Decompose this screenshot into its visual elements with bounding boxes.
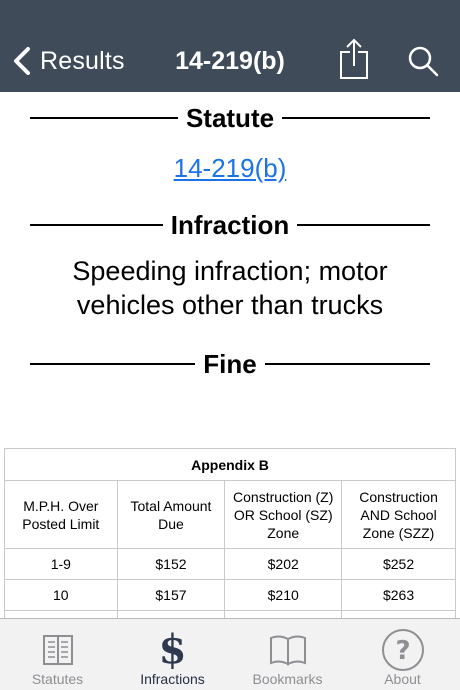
statute-detail (0, 92, 460, 618)
statutes-book-icon (35, 627, 81, 673)
tab-statutes[interactable] (0, 619, 115, 690)
column-header: Construction AND School Zone (SZZ) (342, 481, 456, 549)
table-caption: Appendix B (5, 449, 456, 481)
statute-heading-label: Statute (185, 103, 275, 133)
tab-label: Bookmarks (252, 671, 323, 687)
table-cell: $152 (117, 549, 225, 580)
divider (30, 363, 195, 365)
dollar-icon: $ (158, 626, 187, 673)
tab-label: Statutes (31, 671, 84, 687)
table-row (5, 549, 456, 580)
divider (30, 117, 178, 119)
table-cell (117, 611, 225, 619)
table-cell: 1-9 (5, 549, 118, 580)
tab-bar (0, 618, 460, 690)
navigation-bar (0, 0, 460, 92)
column-header: Total Amount Due (117, 481, 225, 549)
table-cell: 10 (5, 580, 118, 611)
table-cell: $210 (225, 580, 342, 611)
infraction-description: Speeding infraction; motor vehicles other than trucks (72, 256, 388, 320)
search-icon[interactable] (406, 44, 440, 78)
column-header: Construction (Z) OR School (SZ) Zone (225, 481, 342, 549)
back-button[interactable] (10, 42, 125, 80)
tab-label: Infractions (140, 671, 205, 687)
table-cell: $263 (342, 580, 456, 611)
statute-section-heading (30, 102, 430, 134)
tab-about[interactable] (345, 619, 460, 690)
table-cell: $157 (117, 580, 225, 611)
infraction-section-heading (30, 209, 430, 241)
divider (30, 224, 163, 226)
tab-label: About (384, 671, 421, 687)
open-book-icon (265, 627, 311, 673)
fine-heading-label: Fine (203, 349, 257, 379)
share-icon[interactable] (336, 38, 372, 80)
table-header-row (5, 481, 456, 549)
tab-infractions[interactable] (115, 619, 230, 690)
chevron-left-icon (10, 46, 36, 76)
table-cell (5, 611, 118, 619)
table-cell: $202 (225, 549, 342, 580)
page-title: 14-219(b) (175, 47, 285, 75)
infraction-heading-label: Infraction (170, 210, 290, 240)
svg-text:?: ? (394, 636, 411, 666)
question-circle-icon (380, 627, 426, 673)
divider (265, 363, 430, 365)
table-row (5, 611, 456, 619)
fine-section-heading (30, 348, 430, 380)
table-cell: $252 (342, 549, 456, 580)
table-cell (342, 611, 456, 619)
column-header: M.P.H. Over Posted Limit (5, 481, 118, 549)
statute-link[interactable]: 14-219(b) (173, 153, 287, 183)
table-row (5, 580, 456, 611)
divider (297, 224, 430, 226)
divider (282, 117, 430, 119)
back-button-label: Results (40, 46, 125, 75)
fine-table (4, 448, 456, 618)
tab-bookmarks[interactable] (230, 619, 345, 690)
table-cell (225, 611, 342, 619)
